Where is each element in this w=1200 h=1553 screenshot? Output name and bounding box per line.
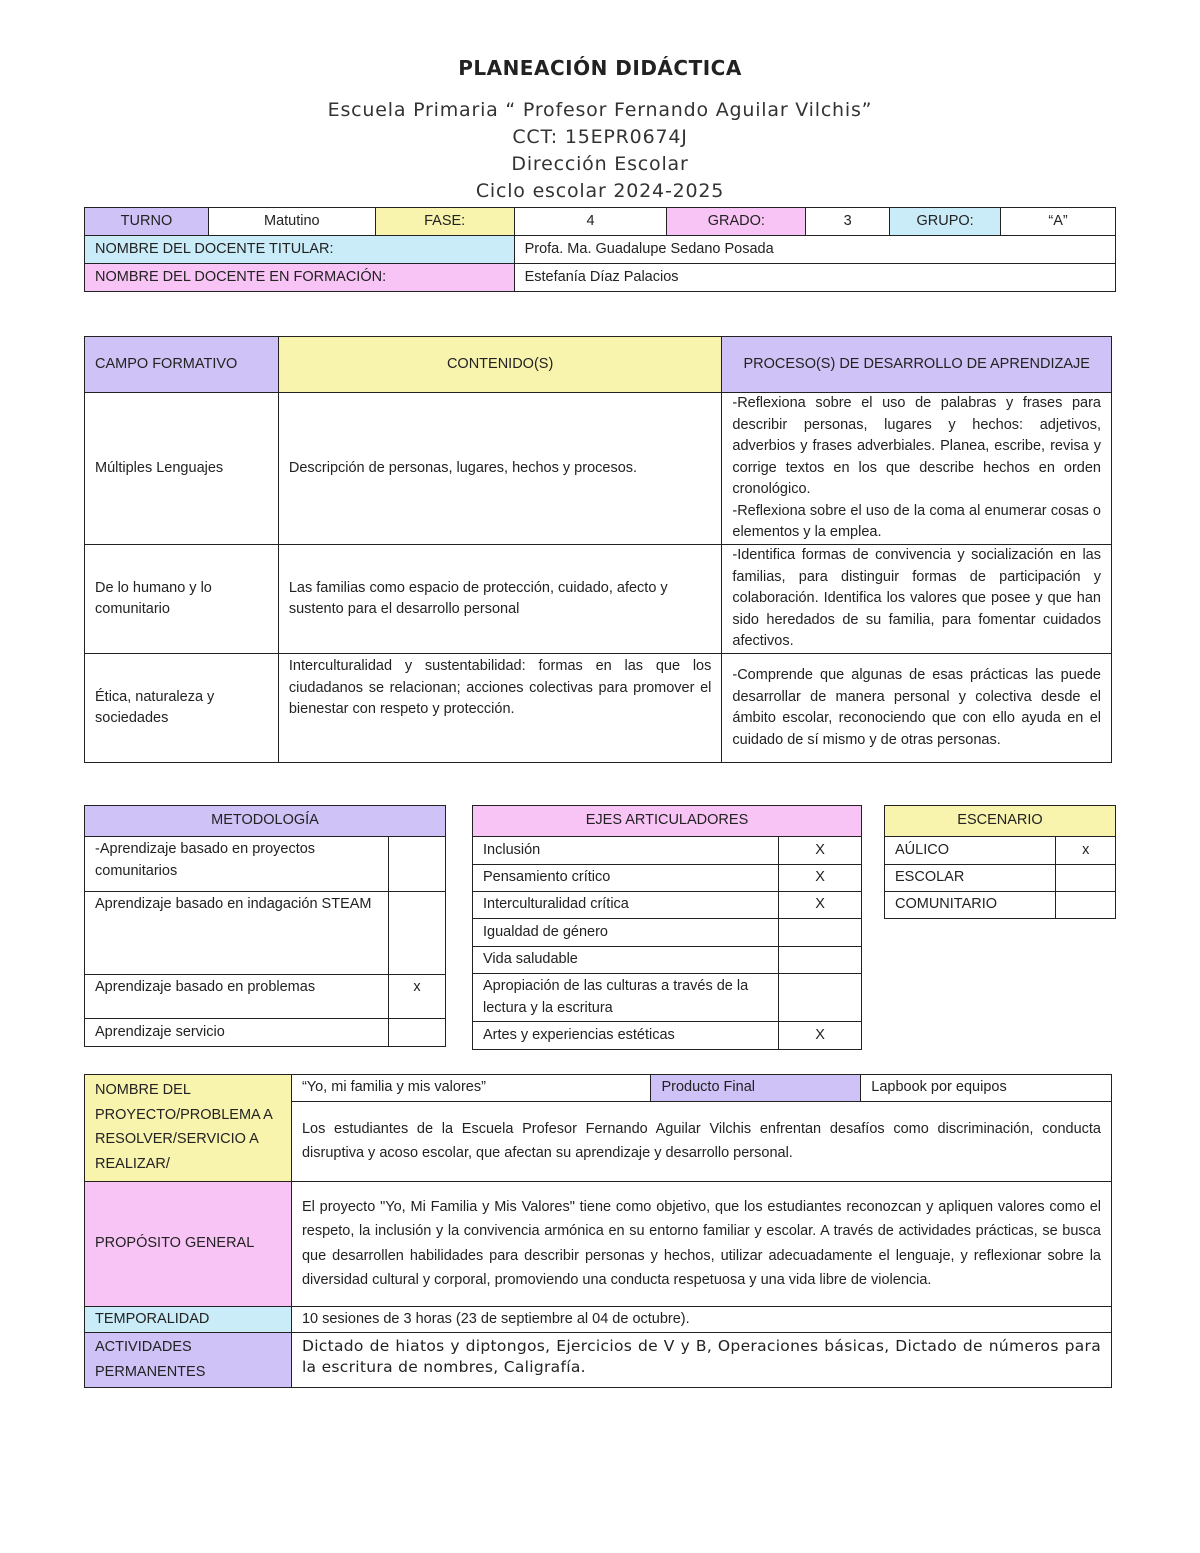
escenario-mark: x — [1056, 837, 1116, 865]
eje-mark — [779, 919, 862, 947]
problema-text: Los estudiantes de la Escuela Profesor Fernando Aguilar Vilchis enfrentan desafíos como discriminación, conducta disruptiva y acoso escolar, que afectan su aprendizaje y desarrollo personal. — [291, 1101, 1111, 1181]
proceso-text: -Reflexiona sobre el uso de la coma al enumerar cosas o elementos y la emplea. — [732, 502, 1101, 541]
metodologia-label: -Aprendizaje basado en proyectos comunitarios — [85, 837, 389, 892]
eje-mark — [779, 974, 862, 1022]
metodologia-mark: x — [389, 975, 446, 1019]
formacion-value: Estefanía Díaz Palacios — [514, 264, 1115, 292]
eje-mark: X — [779, 892, 862, 919]
table-row — [885, 865, 1116, 892]
eje-label: Apropiación de las culturas a través de la lectura y la escritura — [473, 974, 779, 1022]
escenario-label: AÚLICO — [885, 837, 1056, 865]
metodologia-label: Aprendizaje servicio — [85, 1019, 389, 1047]
grado-label: GRADO: — [667, 208, 806, 236]
table-row — [473, 892, 862, 919]
table-row — [85, 393, 1112, 545]
metodologia-label: Aprendizaje basado en indagación STEAM — [85, 892, 389, 975]
eje-label: Artes y experiencias estéticas — [473, 1022, 779, 1050]
school-name: Escuela Primaria “ Profesor Fernando Aguilar Vilchis” — [327, 99, 873, 121]
actividades-label: ACTIVIDADES PERMANENTES — [85, 1333, 292, 1388]
eje-label: Inclusión — [473, 837, 779, 865]
table-row — [473, 947, 862, 974]
metodologia-mark — [389, 1019, 446, 1047]
contenido-header: CONTENIDO(S) — [278, 337, 722, 393]
table-row — [85, 837, 446, 892]
turno-value: Matutino — [208, 208, 375, 236]
grupo-label: GRUPO: — [890, 208, 1001, 236]
contenido-cell: Las familias como espacio de protección, cuidado, afecto y sustento para el desarrollo personal — [278, 545, 722, 654]
campo-cell: Ética, naturaleza y sociedades — [85, 654, 279, 763]
table-row — [885, 892, 1116, 919]
proceso-header: PROCESO(S) DE DESARROLLO DE APRENDIZAJE — [722, 337, 1112, 393]
contenido-cell: Interculturalidad y sustentabilidad: formas en las que los ciudadanos se relacionan; acciones colectivas para promover el bienestar con respeto y protección. — [278, 654, 722, 763]
eje-mark — [779, 947, 862, 974]
table-row — [473, 1022, 862, 1050]
table-row — [473, 919, 862, 947]
eje-label: Igualdad de género — [473, 919, 779, 947]
table-row — [85, 654, 1112, 763]
campo-cell: De lo humano y lo comunitario — [85, 545, 279, 654]
metodologia-header: METODOLOGÍA — [85, 806, 446, 837]
info-table — [84, 207, 1116, 292]
proceso-cell: -Identifica formas de convivencia y socialización en las familias, para distinguir formas de participación y colaboración. Identifica los valores que posee y que han sido heredados de su familia, para fomentar cuidados afectivos. — [722, 545, 1112, 654]
table-row — [85, 975, 446, 1019]
fase-label: FASE: — [375, 208, 514, 236]
turno-label: TURNO — [85, 208, 209, 236]
eje-label: Vida saludable — [473, 947, 779, 974]
escenario-mark — [1056, 892, 1116, 919]
eje-mark: X — [779, 837, 862, 865]
direction-label: Dirección Escolar — [511, 153, 689, 175]
metodologia-mark — [389, 892, 446, 975]
table-row — [473, 837, 862, 865]
producto-final-label: Producto Final — [651, 1075, 861, 1102]
ejes-header: EJES ARTICULADORES — [473, 806, 862, 837]
cct-code: CCT: 15EPR0674J — [512, 126, 688, 148]
proyecto-nombre-label: NOMBRE DEL PROYECTO/PROBLEMA A RESOLVER/SERVICIO A REALIZAR/ — [85, 1075, 292, 1182]
ejes-table — [472, 805, 862, 1050]
eje-label: Pensamiento crítico — [473, 865, 779, 892]
fase-value: 4 — [514, 208, 667, 236]
metodologia-mark — [389, 837, 446, 892]
table-row — [85, 892, 446, 975]
table-row — [473, 865, 862, 892]
escenario-label: ESCOLAR — [885, 865, 1056, 892]
table-row — [85, 1019, 446, 1047]
temporalidad-label: TEMPORALIDAD — [85, 1306, 292, 1333]
titular-label: NOMBRE DEL DOCENTE TITULAR: — [85, 236, 515, 264]
producto-final-value: Lapbook por equipos — [861, 1075, 1112, 1102]
formacion-label: NOMBRE DEL DOCENTE EN FORMACIÓN: — [85, 264, 515, 292]
campo-header: CAMPO FORMATIVO — [85, 337, 279, 393]
metodologia-label: Aprendizaje basado en problemas — [85, 975, 389, 1019]
escenario-label: COMUNITARIO — [885, 892, 1056, 919]
proyecto-table — [84, 1074, 1112, 1388]
actividades-text: Dictado de hiatos y diptongos, Ejercicios de V y B, Operaciones básicas, Dictado de números para la escritura de nombres, Caligrafía. — [291, 1333, 1111, 1388]
table-row — [85, 545, 1112, 654]
grupo-value: “A” — [1001, 208, 1116, 236]
escenario-table — [884, 805, 1116, 919]
eje-mark: X — [779, 865, 862, 892]
table-row — [885, 837, 1116, 865]
metodologia-table — [84, 805, 446, 1047]
escenario-mark — [1056, 865, 1116, 892]
document-title: PLANEACIÓN DIDÁCTICA — [458, 56, 742, 80]
proposito-text: El proyecto "Yo, Mi Familia y Mis Valores" tiene como objetivo, que los estudiantes reconozcan y apliquen valores como el respeto, la inclusión y la convivencia armónica en su entorno familiar y escolar. A través de actividades prácticas, se busca que desarrollen habilidades para describir personas y hechos, utilizar adecuadamente el lenguaje, y reflexionar sobre la diversidad cultural y corporal, promoviendo una conducta respetuosa y una vida libre de violencia. — [291, 1181, 1111, 1306]
temporalidad-text: 10 sesiones de 3 horas (23 de septiembre al 04 de octubre). — [291, 1306, 1111, 1333]
table-row — [473, 974, 862, 1022]
escenario-header: ESCENARIO — [885, 806, 1116, 837]
proceso-cell — [722, 393, 1112, 545]
proceso-cell: -Comprende que algunas de esas prácticas las puede desarrollar de manera personal y colectiva desde el ámbito escolar, reconociendo que con ello ayuda en el cuidado de sí mismo y de otras personas. — [722, 654, 1112, 763]
proceso-text: -Reflexiona sobre el uso de palabras y frases para describir personas, lugares y hechos: adjetivos, adverbios y frases adverbiales. Planea, escribe, revisa y corrige textos en los que describe hechos en orden cronológico. — [732, 395, 1101, 498]
grado-value: 3 — [806, 208, 890, 236]
eje-mark: X — [779, 1022, 862, 1050]
campos-table — [84, 336, 1112, 763]
school-cycle: Ciclo escolar 2024-2025 — [475, 180, 725, 202]
titular-value: Profa. Ma. Guadalupe Sedano Posada — [514, 236, 1115, 264]
proyecto-nombre-value: “Yo, mi familia y mis valores” — [291, 1075, 651, 1102]
contenido-cell: Descripción de personas, lugares, hechos y procesos. — [278, 393, 722, 545]
proposito-label: PROPÓSITO GENERAL — [85, 1181, 292, 1306]
campo-cell: Múltiples Lenguajes — [85, 393, 279, 545]
eje-label: Interculturalidad crítica — [473, 892, 779, 919]
